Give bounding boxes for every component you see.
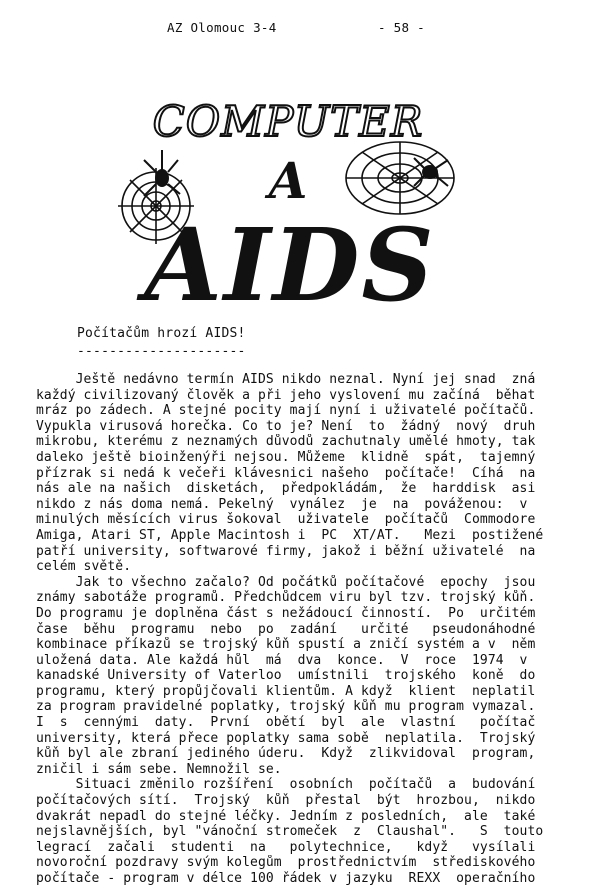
subtitle-underline: --------------------- <box>77 344 246 359</box>
art-title-computer: COMPUTER <box>152 97 424 146</box>
article-text-line: patří university, softwarové firmy, jakož i běžní uživatelé na <box>36 543 536 559</box>
article-text-line: počítače - program v délce 100 řádek v jazyku REXX operačního <box>36 871 536 886</box>
page-header <box>0 20 600 40</box>
article-text-line: přízrak si nedá k večeři klávesnici našeho počítače! Číhá na <box>36 465 536 481</box>
computer-aids-title-art <box>118 88 463 320</box>
article-text-line: mráz po zádech. A stejné pocity mají nyní i uživatelé počítačů. <box>36 403 536 419</box>
article-text-line: známy sabotáže programů. Předchůdcem viru byl tzv. trojský kůň. <box>36 590 536 606</box>
article-text-line: dvakrát nepadl do stejné léčky. Jedním z posledních, ale také <box>36 808 536 824</box>
article-text-line: Vypukla virusová horečka. Co to je? Není to žádný nový druh <box>36 418 536 434</box>
article-text-line: nás ale na našich disketách, předpokládám, že harddisk asi <box>36 481 536 497</box>
article-text-line: Situaci změnilo rozšíření osobních počítačů a budování <box>36 777 536 793</box>
article-text-line: legrací začali studenti na polytechnice, když vysílali <box>36 839 536 855</box>
article-text-line: zničil i sám sebe. Nemnožil se. <box>36 761 282 777</box>
article-text-line: počítačových sítí. Trojský kůň přestal být hrozbou, nikdo <box>36 793 536 809</box>
magazine-issue-label: AZ Olomouc 3-4 <box>167 20 277 35</box>
article-text-line: I s cennými daty. První obětí byl ale vlastní počítač <box>36 715 536 731</box>
article-text-line: daleko ještě bioinženýři nejsou. Můžeme klidně spát, tajemný <box>36 449 536 465</box>
article-text-line: mikrobu, kterému z neznamých důvodů zachutnaly umělé hmoty, tak <box>36 434 536 450</box>
article-text-line: nikdo z nás doma nemá. Pekelný vynález je na pováženou: v <box>36 496 528 512</box>
article-text-line: uložená data. Ale každá hůl má dva konce. V roce 1974 v <box>36 652 528 668</box>
article-text-line: novoroční pozdravy svým kolegům prostřednictvím střediskového <box>36 855 536 871</box>
page-number: - 58 - <box>378 20 425 35</box>
article-text-line: kombinace příkazů se trojský kůň spustí a zničí systém a v něm <box>36 637 536 653</box>
article-text-line: kůň byl ale zbraní jediného úderu. Když zlikvidoval program, <box>36 746 536 762</box>
article-text-line: university, která přece poplatky sama sobě neplatila. Trojský <box>36 730 536 746</box>
art-title-aids: AIDS <box>144 206 436 320</box>
article-text-line: celém světě. <box>36 559 132 575</box>
article-text-line: Amiga, Atari ST, Apple Macintosh i PC XT/AT. Mezi postižené <box>36 527 544 543</box>
article-text-line: programu, který propůjčovali klientům. A když klient neplatil <box>36 683 536 699</box>
article-subtitle: Počítačům hrozí AIDS! <box>77 326 246 341</box>
article-text-line: každý civilizovaný člověk a při jeho vyslovení mu začíná běhat <box>36 387 536 403</box>
article-text-line: nejslavnějších, byl "vánoční stromeček z Claushal". S touto <box>36 824 544 840</box>
article-text-line: Jak to všechno začalo? Od počátků počítačové epochy jsou <box>36 574 536 590</box>
article-text-line: kanadské University of Vaterloo umístnili trojského koně do <box>36 668 536 684</box>
article-text-line: Ještě nedávno termín AIDS nikdo neznal. Nyní jej snad zná <box>36 372 536 387</box>
article-body <box>36 372 576 887</box>
article-text-line: za program pravidelné poplatky, trojský kůň mu program vymazal. <box>36 699 536 715</box>
article-text-line: Do programu je doplněna část s nežádoucí činností. Po určitém <box>36 605 536 621</box>
art-title-a: A <box>268 151 308 210</box>
article-text-line: minulých měsících virus šokoval uživatele počítačů Commodore <box>36 512 536 528</box>
article-text-line: čase běhu programu nebo po zadání určité pseudonáhodné <box>36 621 536 637</box>
